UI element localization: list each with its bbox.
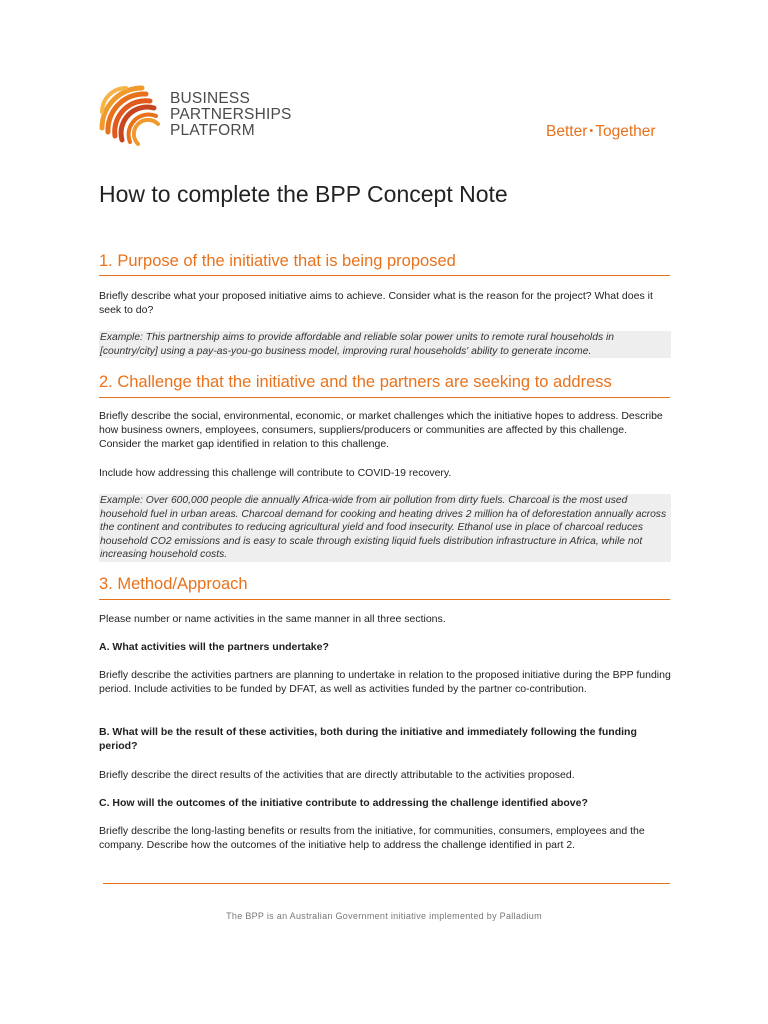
logo-line-partnerships: PARTNERSHIPS <box>170 106 292 123</box>
question-c-body: Briefly describe the long-lasting benefits or results from the initiative, for communities, consumers, employees and the company. Describe how the outcomes of the initiative help to address the challenge identified in part 2. <box>99 825 645 852</box>
logo-line-business: BUSINESS <box>170 90 250 107</box>
section-3-heading: 3. Method/Approach <box>99 575 248 593</box>
section-2-example: Example: Over 600,000 people die annually Africa-wide from air pollution from dirty fuels. Charcoal is the most used household fuel in urban areas. Charcoal demand for cooking and heating drives 2 million ha of deforestation annually across the continent and contributes to reducing agricultural yield and food insecurity. Ethanol use in place of charcoal reduces household CO2 emissions and is easy to scale through existing liquid fuels distribution infrastructure in Africa, while not increasing household costs. <box>99 494 671 562</box>
tagline-dot: • <box>589 125 594 137</box>
tagline-together: Together <box>595 123 656 140</box>
tagline-better: Better <box>546 123 588 140</box>
page-title: How to complete the BPP Concept Note <box>99 181 508 207</box>
logo-line-platform: PLATFORM <box>170 122 255 139</box>
section-1-example: Example: This partnership aims to provide affordable and reliable solar power units to remote rural households in [country/city] using a pay-as-you-go business model, improving rural households' ability to generate income. <box>99 331 671 358</box>
section-3-intro: Please number or name activities in the same manner in all three sections. <box>99 613 446 625</box>
section-3-rule <box>99 599 670 600</box>
question-b-heading: B. What will be the result of these activities, both during the initiative and immediately following the funding period? <box>99 726 637 753</box>
footer-text: The BPP is an Australian Government initiative implemented by Palladium <box>226 911 542 921</box>
question-c-heading: C. How will the outcomes of the initiative contribute to addressing the challenge identified above? <box>99 797 588 809</box>
bpp-logo-mark-icon <box>98 84 160 146</box>
logo-wordmark <box>170 91 292 139</box>
section-1-rule <box>99 275 670 276</box>
bpp-logo <box>98 84 328 146</box>
section-1-heading: 1. Purpose of the initiative that is being proposed <box>99 252 456 270</box>
section-2-covid-note: Include how addressing this challenge will contribute to COVID-19 recovery. <box>99 467 452 479</box>
footer-rule <box>103 883 670 884</box>
section-1-body: Briefly describe what your proposed initiative aims to achieve. Consider what is the reason for the project? What does it seek to do? <box>99 290 653 317</box>
question-a-body: Briefly describe the activities partners are planning to undertake in relation to the proposed initiative during the BPP funding period. Include activities to be funded by DFAT, as well as activities funded by the partner co-contribution. <box>99 669 671 696</box>
question-a-heading: A. What activities will the partners undertake? <box>99 641 329 653</box>
question-b-body: Briefly describe the direct results of the activities that are directly attributable to the activities proposed. <box>99 769 575 781</box>
section-2-heading: 2. Challenge that the initiative and the partners are seeking to address <box>99 373 612 391</box>
section-2-body: Briefly describe the social, environmental, economic, or market challenges which the initiative hopes to address. Describe how business owners, employees, consumers, suppliers/producers or communities are affected by this challenge. Consider the market gap identified in relation to this challenge. <box>99 410 663 451</box>
tagline <box>546 123 656 141</box>
section-2-rule <box>99 397 670 398</box>
